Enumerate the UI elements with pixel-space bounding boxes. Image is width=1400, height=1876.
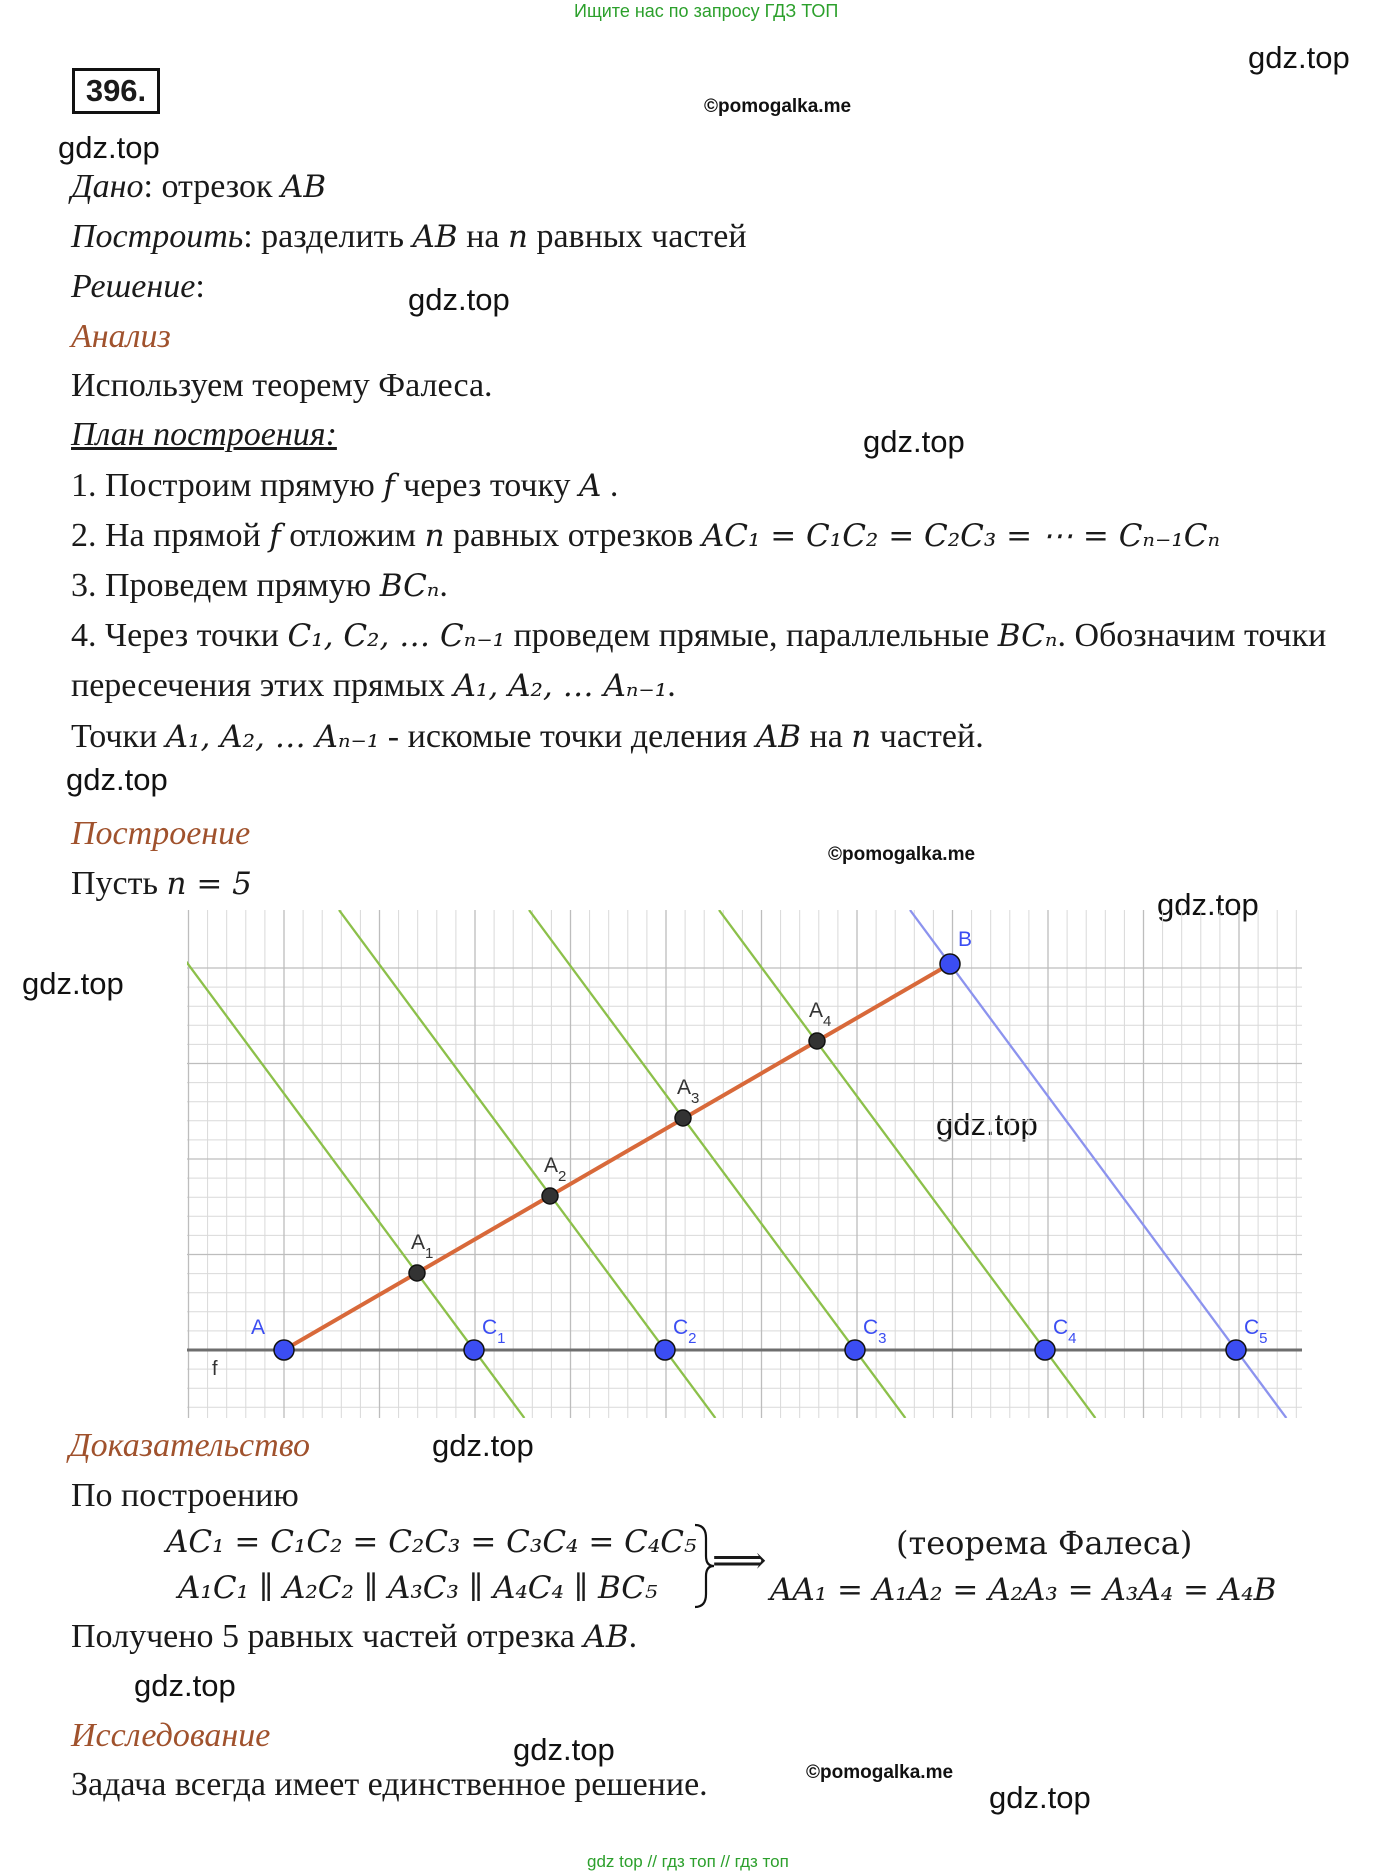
conclusion-text: . [628, 1618, 638, 1655]
diagram-lines [148, 910, 1302, 1418]
step-text: отложим [280, 517, 425, 554]
step-text: проведем прямые, параллельные [505, 617, 998, 654]
step-math: A₁, A₂, … Aₙ₋₁ [165, 719, 380, 755]
point-label-a2: $A_2$ [544, 1154, 567, 1185]
step-text: - искомые точки деления [379, 718, 756, 755]
watermark: gdz.top [134, 1668, 236, 1703]
construct-math: AB [412, 219, 458, 255]
point-c3 [845, 1340, 865, 1360]
point-label-a4: $A_4$ [809, 999, 832, 1030]
point-label-c2: $C_2$ [673, 1316, 697, 1347]
point-a4 [809, 1033, 825, 1049]
step-text: через точку [394, 467, 580, 504]
analysis-text: Используем теорему Фалеса. [71, 367, 493, 404]
step-math: AC₁ = C₁C₂ = C₂C₃ = ⋯ = Cₙ₋₁Cₙ [701, 518, 1221, 554]
step-math: f [383, 468, 395, 504]
step-text: . [667, 667, 676, 704]
point-c4 [1035, 1340, 1055, 1360]
point-label-a1: $A_1$ [411, 1231, 434, 1262]
grid [187, 910, 1302, 1418]
watermark: gdz.top [58, 130, 160, 165]
point-label-c4: $C_4$ [1053, 1316, 1077, 1347]
point-a1 [409, 1265, 425, 1281]
watermark: gdz.top [66, 762, 168, 797]
proof-result: AA₁ = A₁A₂ = A₂A₃ = A₃A₄ = A₄B [770, 1572, 1277, 1608]
construction-heading: Построение [71, 815, 251, 852]
copyright: ©pomogalka.me [828, 844, 976, 865]
point-a3 [675, 1110, 691, 1126]
construct-math: n [507, 219, 528, 255]
watermark: gdz.top [1248, 40, 1350, 75]
implies-arrow: ⟹ [712, 1538, 767, 1582]
search-banner: Ищите нас по запросу ГДЗ ТОП [574, 1, 839, 21]
watermark: gdz.top [863, 424, 965, 459]
construct-text: : разделить [243, 218, 413, 255]
step-text: Точки [71, 718, 166, 755]
watermark: gdz.top [22, 966, 124, 1001]
construct-label: Построить [71, 218, 244, 255]
thales-theorem-note: (теорема Фалеса) [896, 1524, 1193, 1562]
research-heading: Исследование [71, 1717, 271, 1754]
point-b [940, 954, 960, 974]
watermark: gdz.top [1157, 887, 1259, 922]
step-text: 3. Проведем прямую [71, 567, 380, 604]
step-math: A [579, 468, 602, 504]
point-c1 [464, 1340, 484, 1360]
point-label-b: B [958, 928, 973, 951]
conclusion-math: AB [583, 1619, 629, 1655]
point-c5 [1226, 1340, 1246, 1360]
step-math: f [269, 518, 281, 554]
given-math: AB [281, 169, 327, 205]
construct-text: равных частей [527, 218, 747, 255]
proof-text: По построению [71, 1477, 299, 1514]
watermark: gdz.top [408, 282, 510, 317]
point-a [274, 1340, 294, 1360]
step-text: пересечения этих прямых [71, 667, 454, 704]
point-label-c3: $C_3$ [863, 1316, 887, 1347]
watermark: gdz.top [989, 1780, 1091, 1815]
step-text: 1. Построим прямую [71, 467, 384, 504]
point-label-c5: $C_5$ [1244, 1316, 1268, 1347]
point-c2 [655, 1340, 675, 1360]
step-text: на [801, 718, 852, 755]
copyright: ©pomogalka.me [704, 96, 852, 117]
solution-line: Решение: [71, 268, 205, 305]
solution-label: Решение [71, 268, 196, 305]
step-text: . [601, 467, 619, 504]
step-text: 2. На прямой [71, 517, 270, 554]
point-label-c1: $C_1$ [482, 1316, 506, 1347]
given-text: : отрезок [143, 168, 282, 205]
step-math: BCₙ [997, 618, 1058, 654]
proof-equal-segments: AC₁ = C₁C₂ = C₂C₃ = C₃C₄ = C₄C₅ [166, 1524, 697, 1560]
point-label-a: A [251, 1316, 266, 1339]
plan-heading: План построения: [71, 416, 337, 453]
point-label-a3: $A_3$ [677, 1076, 700, 1107]
copyright: ©pomogalka.me [806, 1762, 954, 1783]
step-math: AB [755, 719, 801, 755]
step-text: . Обозначим точки [1057, 617, 1327, 654]
conclusion-text: Получено 5 равных частей отрезка [71, 1618, 584, 1655]
step-text: . [439, 567, 448, 604]
construction-label: Пусть [71, 865, 167, 902]
step-math: n [424, 518, 445, 554]
given-label: Дано [71, 168, 144, 205]
footer-links: gdz top // гдз топ // гдз топ [587, 1852, 789, 1871]
step-text: равных отрезков [444, 517, 702, 554]
step-math: BCₙ [379, 568, 440, 604]
construction-math: n = 5 [166, 866, 252, 902]
step-math: C₁, C₂, … Cₙ₋₁ [287, 618, 506, 654]
step-text: частей. [871, 718, 984, 755]
proof-conclusion [71, 1617, 637, 1657]
watermark: gdz.top [432, 1428, 534, 1463]
analysis-heading: Анализ [71, 318, 171, 355]
point-a2 [542, 1188, 558, 1204]
watermark: gdz.top [513, 1732, 615, 1767]
line-f-label: f [212, 1358, 218, 1380]
step-text: 4. Через точки [71, 617, 288, 654]
step-math: A₁, A₂, … Aₙ₋₁ [453, 668, 668, 704]
task-number: 396. [72, 68, 160, 114]
watermark: gdz.top [936, 1107, 1038, 1142]
step-math: n [851, 719, 872, 755]
construct-text: на [457, 218, 508, 255]
proof-parallel-lines: A₁C₁ ∥ A₂C₂ ∥ A₃C₃ ∥ A₄C₄ ∥ BC₅ [178, 1570, 658, 1606]
research-text: Задача всегда имеет единственное решение. [71, 1766, 708, 1803]
segment-ab [284, 964, 950, 1350]
proof-heading: Доказательство [69, 1427, 311, 1464]
